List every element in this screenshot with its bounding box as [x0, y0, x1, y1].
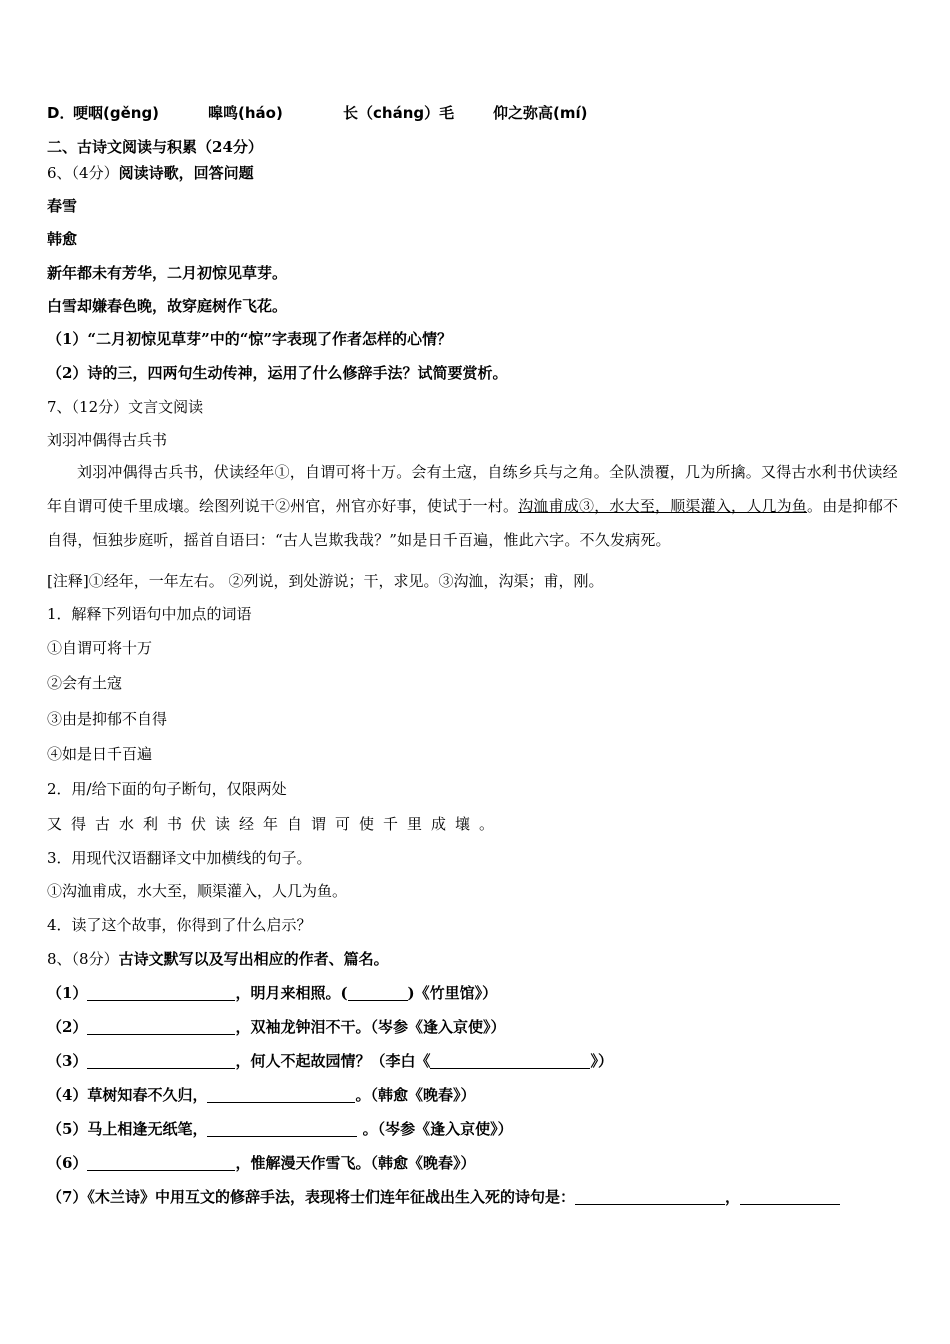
- poem-title: 春雪: [47, 197, 78, 215]
- q7-part-1: 1．解释下列语句中加点的词语: [47, 605, 252, 623]
- passage-paragraph: [47, 455, 907, 557]
- option-d-label: D．: [47, 104, 75, 122]
- answer-blank[interactable]: [207, 1086, 355, 1103]
- q8-item-5-text: （5）马上相逢无纸笔，: [47, 1120, 208, 1138]
- q7-title: 文言文阅读: [128, 398, 204, 416]
- q8-item-2-text: ，双袖龙钟泪不干。（岑参《逢入京使》）: [235, 1018, 506, 1036]
- q8-item-1-label: （1）: [47, 984, 88, 1002]
- q7-heading: [47, 397, 203, 417]
- answer-blank[interactable]: [87, 1052, 235, 1069]
- q8-item-2-label: （2）: [47, 1018, 88, 1036]
- answer-blank[interactable]: [575, 1188, 725, 1205]
- q8-heading: [47, 949, 389, 969]
- q8-item-3-text: ，何人不起故园情？（李白《: [235, 1052, 431, 1070]
- q7-part-4: 4．读了这个故事，你得到了什么启示？: [47, 916, 312, 934]
- option-d-item-1: 哽咽(gěng): [73, 104, 160, 122]
- q8-item-2: [47, 1017, 505, 1037]
- passage-underlined-sentence: 沟洫甫成③，水大至，顺渠灌入，人几为鱼: [518, 497, 808, 515]
- q7-number: 7、（12分）: [47, 398, 129, 416]
- q8-item-6-text: ，惟解漫天作雪飞。（韩愈《晚春》）: [235, 1154, 476, 1172]
- q8-item-6-label: （6）: [47, 1154, 88, 1172]
- option-d-item-4: 仰之弥高(mí): [493, 104, 588, 122]
- section-2-title: 二、古诗文阅读与积累（24分）: [47, 138, 263, 156]
- q8-item-7-sep: ，: [724, 1188, 740, 1206]
- q8-item-4: [47, 1085, 475, 1105]
- option-d-item-3: 长（cháng）毛: [343, 104, 455, 122]
- q7-part-2: 2．用/给下面的句子断句，仅限两处: [47, 780, 287, 798]
- answer-blank[interactable]: [87, 1018, 235, 1035]
- q8-item-4-text: （4）草树知春不久归，: [47, 1086, 208, 1104]
- q8-item-3: [47, 1051, 613, 1071]
- q8-number: 8、（8分）: [47, 950, 119, 968]
- poem-line-1: 新年都未有芳华，二月初惊见草芽。: [47, 264, 288, 282]
- passage-notes: [注释]①经年，一年左右。 ②列说，到处游说；干，求见。③沟洫，沟渠；甫，刚。: [47, 572, 604, 590]
- q8-item-7-text: （7）《木兰诗》中用互文的修辞手法，表现将士们连年征战出生入死的诗句是：: [47, 1188, 575, 1206]
- answer-blank[interactable]: [207, 1120, 357, 1137]
- q8-item-7: [47, 1187, 840, 1207]
- q8-item-4-end: 。（韩愈《晚春》）: [355, 1086, 476, 1104]
- q6-title: 阅读诗歌，回答问题: [118, 164, 254, 182]
- q6-sub-question-2: （2）诗的三，四两句生动传神，运用了什么修辞手法？试简要赏析。: [47, 364, 508, 382]
- answer-blank[interactable]: [348, 984, 408, 1001]
- q8-title: 古诗文默写以及写出相应的作者、篇名。: [118, 950, 389, 968]
- q7-part-3: 3．用现代汉语翻译文中加横线的句子。: [47, 849, 312, 867]
- q8-item-5: [47, 1119, 513, 1139]
- q6-heading: [47, 163, 254, 183]
- q8-item-6: [47, 1153, 475, 1173]
- option-d-item-2: 嗥鸣(háo): [208, 104, 283, 122]
- q8-item-3-end: 》）: [590, 1052, 613, 1070]
- q7-part-1-item-d: ④如是日千百遍: [47, 745, 153, 763]
- passage-text-2: 。由是抑郁不自得，恒独步庭听，摇首自语曰：“古人岂欺我哉？”如是日千百遍，惟此六字。不久发病死。: [47, 497, 899, 549]
- q7-part-2-sentence: 又得古水利书伏读经年自谓可使千里成壤。: [47, 815, 504, 833]
- q7-part-3-sentence: ①沟洫甫成，水大至，顺渠灌入，人几为鱼。: [47, 882, 348, 900]
- q7-part-1-item-a: ①自谓可将十万: [47, 639, 153, 657]
- answer-blank[interactable]: [740, 1188, 840, 1205]
- q8-item-1: [47, 983, 497, 1003]
- poem-author: 韩愈: [47, 230, 78, 248]
- q8-item-1-text: ，明月来相照。(: [235, 984, 348, 1002]
- q8-item-1-end: )《竹里馆》）: [407, 984, 498, 1002]
- answer-blank[interactable]: [87, 1154, 235, 1171]
- passage-title: 刘羽冲偶得古兵书: [47, 431, 168, 449]
- passage-text-1: 刘羽冲偶得古兵书，伏读经年①，自谓可将十万。会有土寇，自练乡兵与之角。全队溃覆，几为所擒。又得古水利书伏读经年自谓可使千里成壤。绘图列说干②州官，州官亦好事，使试于一村。: [47, 463, 898, 515]
- q7-part-1-item-b: ②会有土寇: [47, 674, 123, 692]
- poem-line-2: 白雪却嫌春色晚，故穿庭树作飞花。: [47, 297, 288, 315]
- answer-blank[interactable]: [87, 984, 235, 1001]
- q6-number: 6、（4分）: [47, 164, 119, 182]
- q8-item-3-label: （3）: [47, 1052, 88, 1070]
- answer-blank[interactable]: [430, 1052, 590, 1069]
- q8-item-5-end: 。（岑参《逢入京使》）: [357, 1120, 513, 1138]
- q6-sub-question-1: （1）“二月初惊见草芽”中的“惊”字表现了作者怎样的心情？: [47, 330, 452, 348]
- q7-part-1-item-c: ③由是抑郁不自得: [47, 710, 168, 728]
